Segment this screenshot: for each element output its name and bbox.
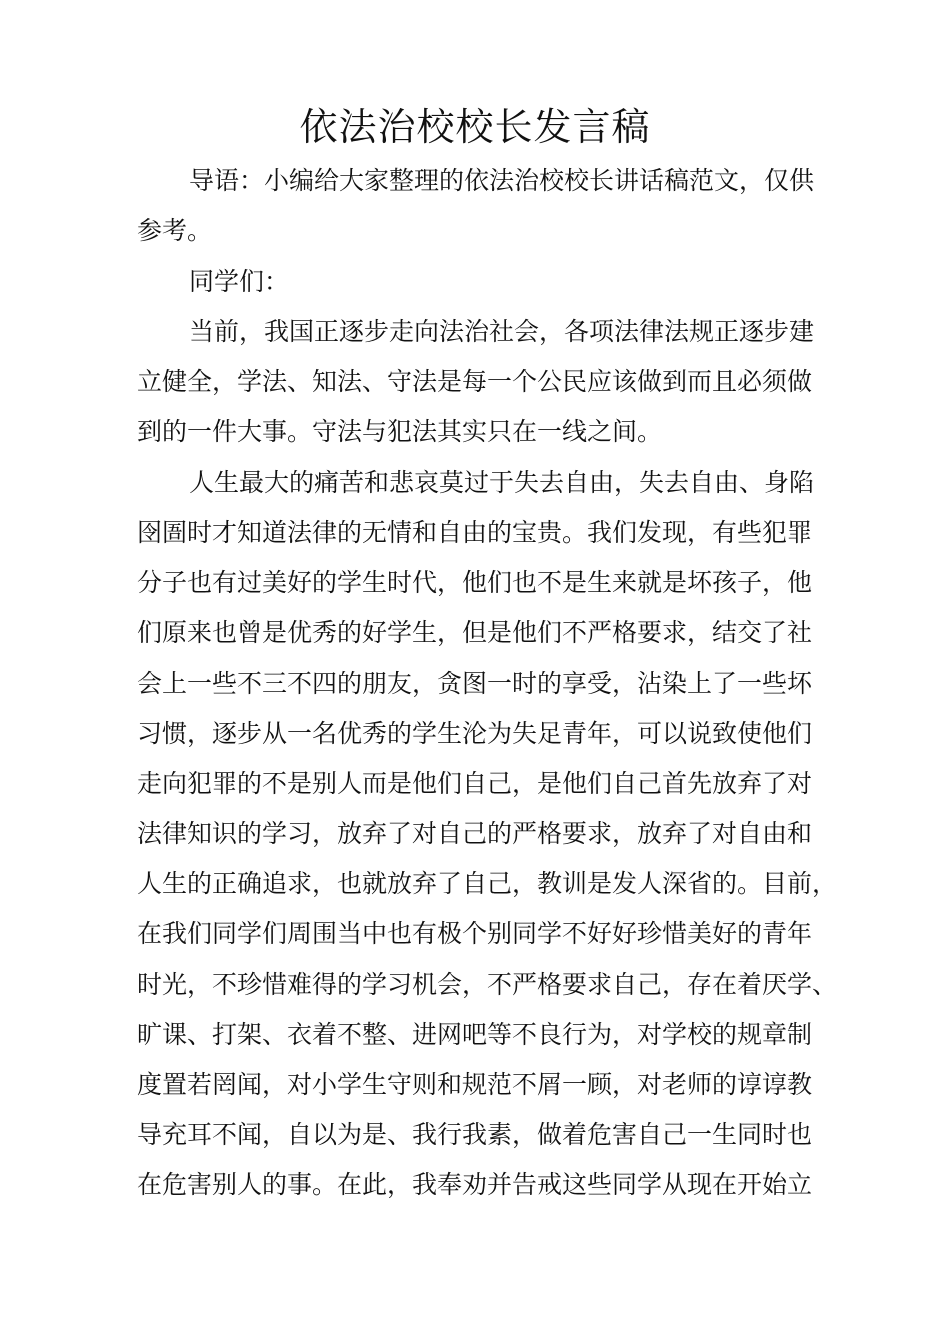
paragraph-2-line-7: 走向犯罪的不是别人而是他们自己，是他们自己首先放弃了对 xyxy=(137,769,813,798)
paragraph-2-line-5: 会上一些不三不四的朋友，贪图一时的享受，沾染上了一些坏 xyxy=(137,669,813,698)
paragraph-2-line-4: 们原来也曾是优秀的好学生，但是他们不严格要求，结交了社 xyxy=(137,618,813,647)
paragraph-2-line-13: 度置若罔闻，对小学生守则和规范不屑一顾，对老师的谆谆教 xyxy=(137,1070,813,1099)
paragraph-1-line-2: 立健全，学法、知法、守法是每一个公民应该做到而且必须做 xyxy=(137,367,813,396)
greeting-line: 同学们： xyxy=(189,267,290,296)
paragraph-2-line-10: 在我们同学们周围当中也有极个别同学不好好珍惜美好的青年 xyxy=(137,919,813,948)
paragraph-2-line-6: 习惯，逐步从一名优秀的学生沦为失足青年，可以说致使他们 xyxy=(137,719,813,748)
paragraph-1-line-3: 到的一件大事。守法与犯法其实只在一线之间。 xyxy=(137,417,663,446)
paragraph-2-line-8: 法律知识的学习，放弃了对自己的严格要求，放弃了对自由和 xyxy=(137,819,813,848)
paragraph-2-line-3: 分子也有过美好的学生时代，他们也不是生来就是坏孩子，他 xyxy=(137,568,813,597)
paragraph-2-line-1: 人生最大的痛苦和悲哀莫过于失去自由，失去自由、身陷 xyxy=(189,468,815,497)
intro-line-1: 导语：小编给大家整理的依法治校校长讲话稿范文，仅供 xyxy=(189,166,815,195)
paragraph-1-line-1: 当前，我国正逐步走向法治社会，各项法律法规正逐步建 xyxy=(189,317,815,346)
document-title: 依法治校校长发言稿 xyxy=(299,105,651,149)
paragraph-2-line-15: 在危害别人的事。在此，我奉劝并告戒这些同学从现在开始立 xyxy=(137,1170,813,1199)
paragraph-2-line-14: 导充耳不闻，自以为是、我行我素，做着危害自己一生同时也 xyxy=(137,1120,813,1149)
intro-line-2: 参考。 xyxy=(137,216,213,245)
paragraph-2-line-12: 旷课、打架、衣着不整、进网吧等不良行为，对学校的规章制 xyxy=(137,1020,813,1049)
paragraph-2-line-9: 人生的正确追求，也就放弃了自己，教训是发人深省的。目前， xyxy=(137,869,838,898)
paragraph-2-line-11: 时光，不珍惜难得的学习机会，不严格要求自己，存在着厌学、 xyxy=(137,970,838,999)
paragraph-2-line-2: 囹圄时才知道法律的无情和自由的宝贵。我们发现，有些犯罪 xyxy=(137,518,813,547)
